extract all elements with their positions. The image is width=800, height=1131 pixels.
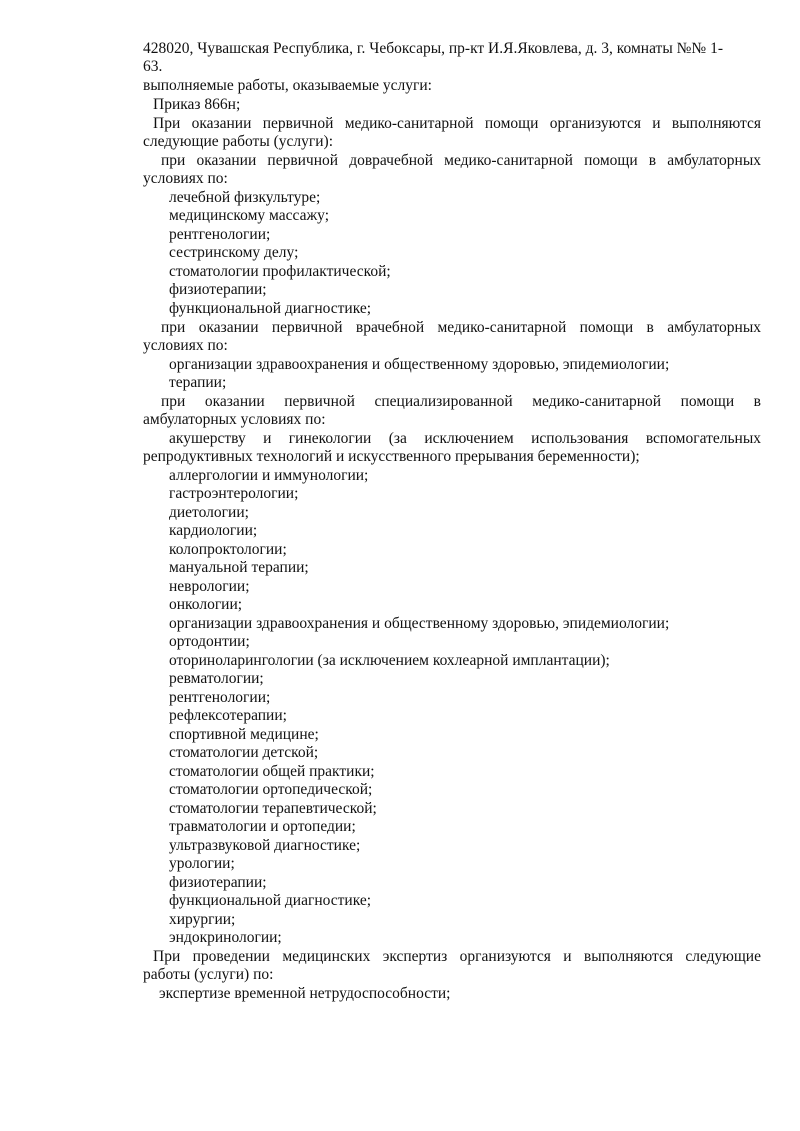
specialized-item: кардиологии; [169, 522, 258, 539]
specialized-item: хирургии; [169, 911, 236, 928]
specialized-item: стоматологии терапевтической; [169, 800, 377, 817]
specialized-item: неврологии; [169, 578, 250, 595]
specialized-heading-line-1: при оказании первичной специализированной медико-санитарной помощи в [161, 393, 761, 410]
specialized-item: спортивной медицине; [169, 726, 319, 743]
specialized-item: организации здравоохранения и общественному здоровью, эпидемиологии; [169, 615, 670, 632]
specialized-item: ортодонтии; [169, 633, 250, 650]
specialized-item: ультразвуковой диагностике; [169, 837, 361, 854]
pre-medical-item: физиотерапии; [169, 281, 267, 298]
specialized-item: рентгенологии; [169, 689, 271, 706]
pre-medical-heading-line-1: при оказании первичной доврачебной медико-санитарной помощи в амбулаторных [161, 152, 761, 169]
specialized-item: диетологии; [169, 504, 249, 521]
specialized-item: аллергологии и иммунологии; [169, 467, 369, 484]
medical-heading-line-1: при оказании первичной врачебной медико-санитарной помощи в амбулаторных [161, 319, 761, 336]
works-heading: выполняемые работы, оказываемые услуги: [143, 77, 432, 94]
specialized-item: колопроктологии; [169, 541, 287, 558]
specialized-item: стоматологии ортопедической; [169, 781, 373, 798]
specialized-item: ревматологии; [169, 670, 264, 687]
pre-medical-heading-line-2: условиях по: [143, 170, 228, 187]
pre-medical-item: медицинскому массажу; [169, 207, 330, 224]
medical-item: организации здравоохранения и общественному здоровью, эпидемиологии; [169, 356, 670, 373]
specialized-item: травматологии и ортопедии; [169, 818, 356, 835]
specialized-item: функциональной диагностике; [169, 892, 372, 909]
pre-medical-item: лечебной физкультуре; [169, 189, 321, 206]
pre-medical-item: стоматологии профилактической; [169, 263, 391, 280]
specialized-item: мануальной терапии; [169, 559, 309, 576]
specialized-heading-line-2: амбулаторных условиях по: [143, 411, 326, 428]
pre-medical-item: сестринскому делу; [169, 244, 299, 261]
address-line-1: 428020, Чувашская Республика, г. Чебоксары, пр-кт И.Я.Яковлева, д. 3, комнаты №№ 1- [143, 40, 723, 57]
medical-item: терапии; [169, 374, 227, 391]
specialized-item: эндокринологии; [169, 929, 282, 946]
specialized-item: оториноларингологии (за исключением кохлеарной имплантации); [169, 652, 610, 669]
expertise-intro-line-2: работы (услуги) по: [143, 966, 274, 983]
specialized-item: рефлексотерапии; [169, 707, 287, 724]
order-reference: Приказ 866н; [153, 96, 241, 113]
pre-medical-item: функциональной диагностике; [169, 300, 372, 317]
medical-heading-line-2: условиях по: [143, 337, 228, 354]
specialized-item: гастроэнтерологии; [169, 485, 299, 502]
pre-medical-item: рентгенологии; [169, 226, 271, 243]
specialized-first-item-line-2: репродуктивных технологий и искусственного прерывания беременности); [143, 448, 640, 465]
specialized-item: стоматологии общей практики; [169, 763, 375, 780]
expertise-item: экспертизе временной нетрудоспособности; [159, 985, 451, 1002]
specialized-item: урологии; [169, 855, 235, 872]
specialized-item: физиотерапии; [169, 874, 267, 891]
specialized-item: онкологии; [169, 596, 243, 613]
pmsp-intro-line-2: следующие работы (услуги): [143, 133, 334, 150]
pmsp-intro-line-1: При оказании первичной медико-санитарной помощи организуются и выполняются [153, 115, 761, 132]
address-line-2: 63. [143, 58, 163, 75]
specialized-first-item-line-1: акушерству и гинекологии (за исключением использования вспомогательных [169, 430, 761, 447]
expertise-intro-line-1: При проведении медицинских экспертиз организуются и выполняются следующие [153, 948, 761, 965]
specialized-item: стоматологии детской; [169, 744, 319, 761]
